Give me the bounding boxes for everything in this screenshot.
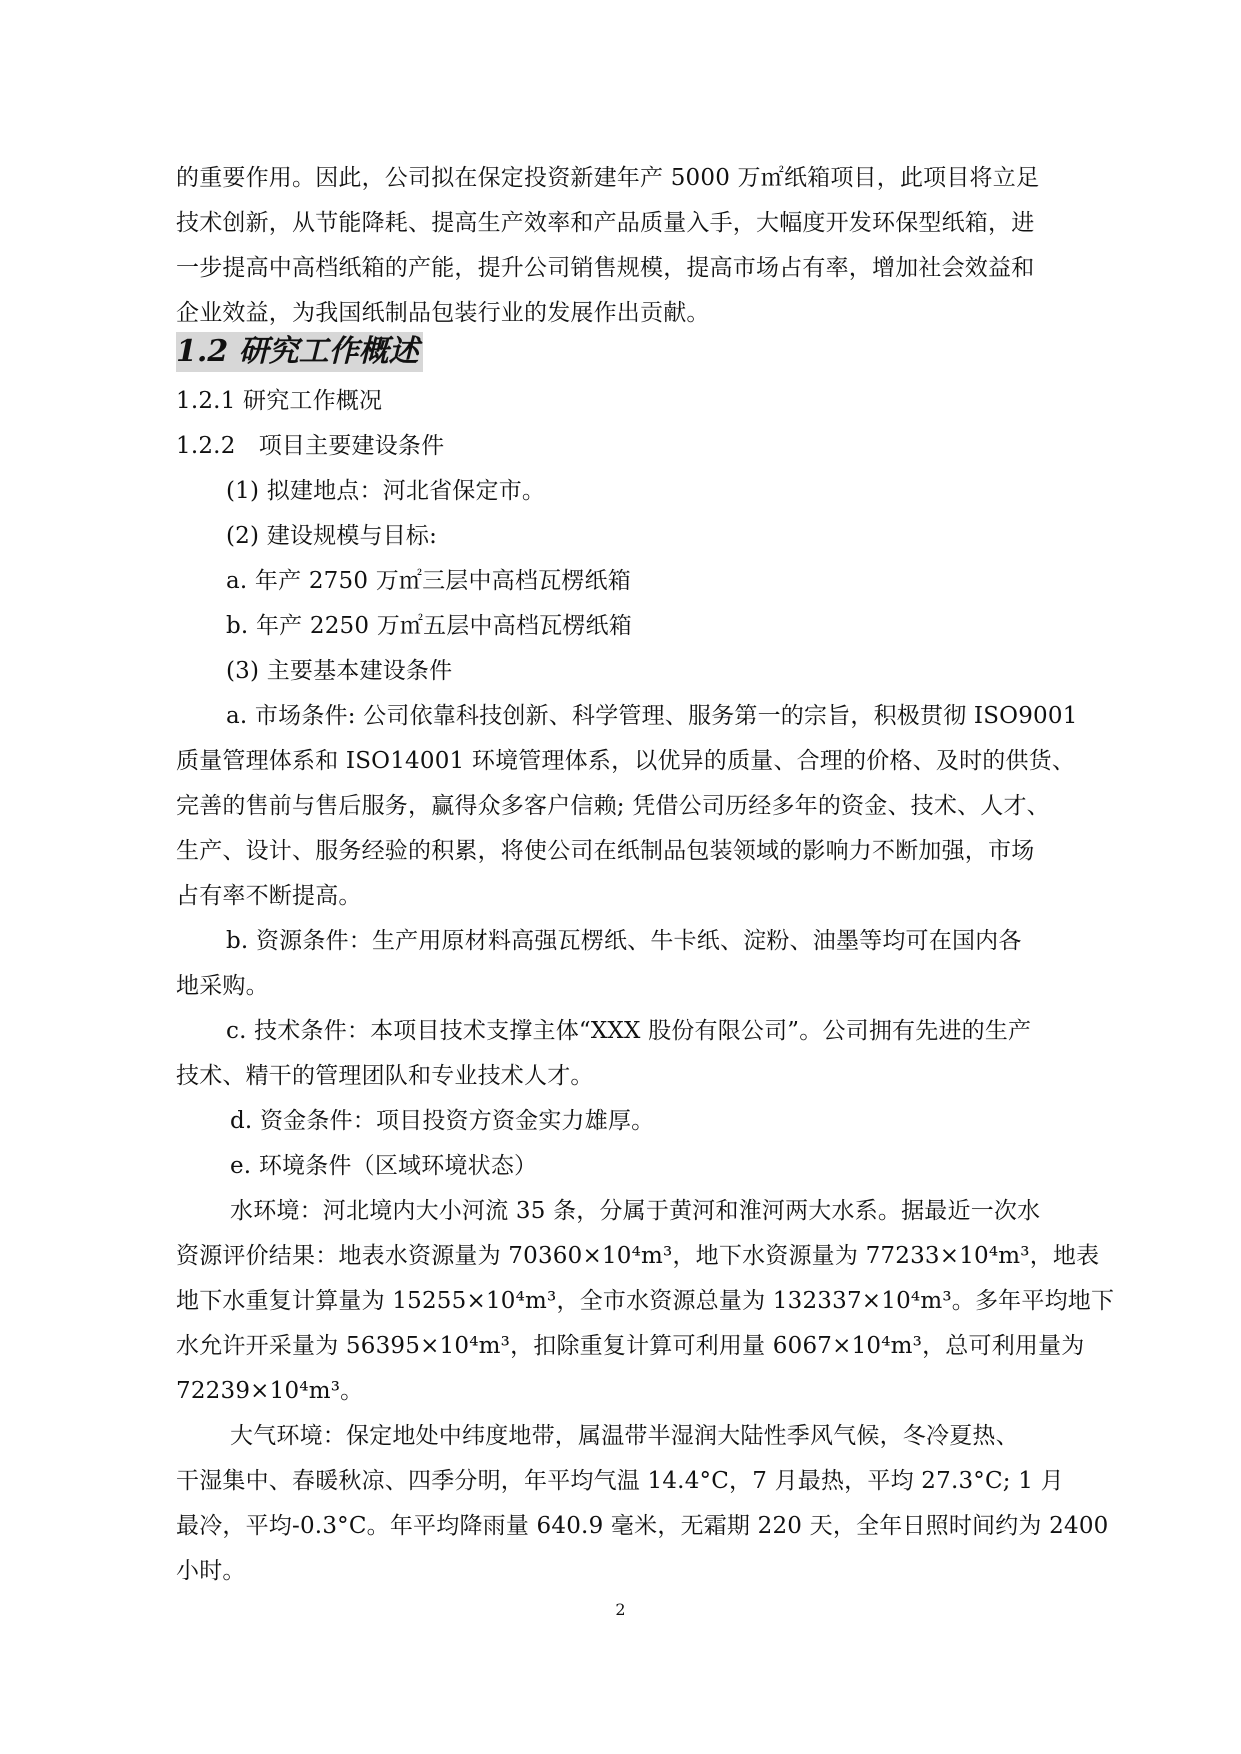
intro-line: 的重要作用。因此，公司拟在保定投资新建年产 5000 万㎡纸箱项目，此项目将立足 [176, 165, 1040, 191]
resource-paragraph-line: 地采购。 [176, 973, 269, 999]
market-paragraph-line: 生产、设计、服务经验的积累，将使公司在纸制品包装领域的影响力不断加强，市场 [176, 838, 1035, 864]
list-item: a. 年产 2750 万㎡三层中高档瓦楞纸箱 [226, 568, 631, 594]
intro-line: 企业效益，为我国纸制品包装行业的发展作出贡献。 [176, 300, 710, 326]
air-paragraph-line: 小时。 [176, 1558, 246, 1584]
air-paragraph-line: 大气环境：保定地处中纬度地带，属温带半湿润大陆性季风气候，冬冷夏热、 [230, 1423, 1019, 1449]
water-paragraph-line: 水环境：河北境内大小河流 35 条，分属于黄河和淮河两大水系。据最近一次水 [230, 1198, 1041, 1224]
subsection-heading: 1.2.1 研究工作概况 [176, 388, 383, 414]
section-heading: 1.2 研究工作概述 [176, 332, 423, 372]
list-item: (1) 拟建地点：河北省保定市。 [226, 478, 546, 504]
tech-paragraph-line: c. 技术条件：本项目技术支撑主体“XXX 股份有限公司”。公司拥有先进的生产 [226, 1018, 1032, 1044]
intro-line: 一步提高中高档纸箱的产能，提升公司销售规模，提高市场占有率，增加社会效益和 [176, 255, 1035, 281]
market-paragraph-line: a. 市场条件: 公司依靠科技创新、科学管理、服务第一的宗旨，积极贯彻 ISO9001 [226, 703, 1078, 729]
page-number: 2 [615, 1600, 626, 1619]
tech-paragraph-line: 技术、精干的管理团队和专业技术人才。 [176, 1063, 594, 1089]
environment-line: e. 环境条件（区域环境状态） [230, 1153, 538, 1179]
funding-line: d. 资金条件：项目投资方资金实力雄厚。 [230, 1108, 655, 1134]
market-paragraph-line: 完善的售前与售后服务，赢得众多客户信赖; 凭借公司历经多年的资金、技术、人才、 [176, 793, 1050, 819]
intro-line: 技术创新，从节能降耗、提高生产效率和产品质量入手，大幅度开发环保型纸箱，进 [176, 210, 1035, 236]
resource-paragraph-line: b. 资源条件：生产用原材料高强瓦楞纸、牛卡纸、淀粉、油墨等均可在国内各 [226, 928, 1022, 954]
subsection-heading: 1.2.2 项目主要建设条件 [176, 433, 445, 459]
list-item: (2) 建设规模与目标: [226, 523, 438, 549]
air-paragraph-line: 干湿集中、春暖秋凉、四季分明，年平均气温 14.4°C，7 月最热，平均 27.3°C; 1 月 [176, 1468, 1064, 1494]
water-paragraph-line: 资源评价结果：地表水资源量为 70360×10⁴m³，地下水资源量为 77233×10⁴m³，地表 [176, 1243, 1100, 1269]
market-paragraph-line: 质量管理体系和 ISO14001 环境管理体系，以优异的质量、合理的价格、及时的供货、 [176, 748, 1076, 774]
market-paragraph-line: 占有率不断提高。 [176, 883, 362, 909]
water-paragraph-line: 地下水重复计算量为 15255×10⁴m³，全市水资源总量为 132337×10⁴m³。多年平均地下 [176, 1288, 1115, 1314]
air-paragraph-line: 最冷，平均-0.3°C。年平均降雨量 640.9 毫米，无霜期 220 天，全年日照时间约为 2400 [176, 1513, 1109, 1539]
list-item: b. 年产 2250 万㎡五层中高档瓦楞纸箱 [226, 613, 632, 639]
water-paragraph-line: 72239×10⁴m³。 [176, 1378, 364, 1404]
list-item: (3) 主要基本建设条件 [226, 658, 453, 684]
water-paragraph-line: 水允许开采量为 56395×10⁴m³，扣除重复计算可利用量 6067×10⁴m³，总可利用量为 [176, 1333, 1085, 1359]
